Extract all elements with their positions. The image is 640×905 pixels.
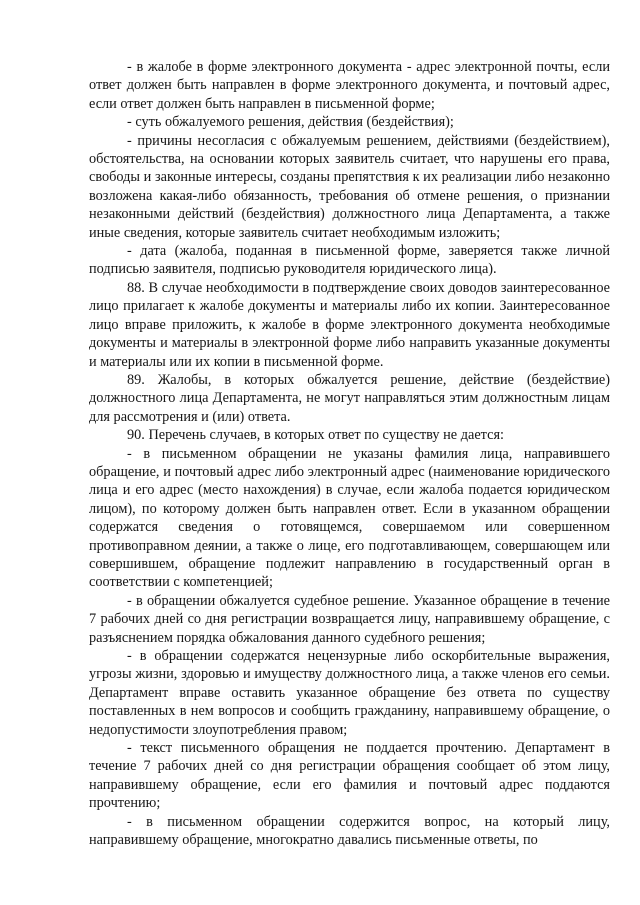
paragraph-no-sender-name: - в письменном обращении не указаны фамилия лица, направившего обращение, и почтовый адрес либо электронный адрес (наименование юридического лица и его адрес (место нахождения) в случае, если жалоба подается юридическом лицом), по которому должен быть направлен ответ. Если в указанном обращении содержатся сведения о готовящемся, совершаемом или совершенном противоправном деянии, а также о лице, его подготавливающем, совершающем или совершившем, обращение подлежит направлению в государственный орган в соответствии с компетенцией; [89,445,610,591]
paragraph-repeated-question: - в письменном обращении содержится вопрос, на который лицу, направившему обращение, многократно давались письменные ответы, по [89,813,610,849]
paragraph-offensive-language: - в обращении содержатся нецензурные либо оскорбительные выражения, угрозы жизни, здоровью и имуществу должностного лица, а также членов его семьи. Департамент вправе оставить указанное обращение без ответа по существу поставленных в нем вопросов и сообщить гражданину, направившему обращение, о недопустимости злоупотребления правом; [89,648,610,738]
paragraph-date-signature: - дата (жалоба, поданная в письменной форме, заверяется также личной подписью заявителя, подписью руководителя юридического лица). [89,243,610,278]
paragraph-decision-essence: - суть обжалуемого решения, действия (бездействия); [127,114,454,131]
paragraph-90: 90. Перечень случаев, в которых ответ по существу не дается: [127,427,504,444]
paragraph-89: 89. Жалобы, в которых обжалуется решение, действие (бездействие) должностного лица Департамента, не могут направляться этим должностным лицам для рассмотрения и (или) ответа. [89,371,610,425]
paragraph-court-decision: - в обращении обжалуется судебное решение. Указанное обращение в течение 7 рабочих дней со дня регистрации возвращается лицу, направившему обращение, с разъяснением порядка обжалования данного судебного решения; [89,592,610,646]
paragraph-unreadable-text: - текст письменного обращения не поддается прочтению. Департамент в течение 7 рабочих дней со дня регистрации обращения сообщает об этом лицу, направившему обращение, если его фамилия и почтовый адрес поддаются прочтению; [89,740,610,812]
document-body [89,58,610,849]
paragraph-email-address: - в жалобе в форме электронного документа - адрес электронной почты, если ответ должен быть направлен в форме электронного документа, и почтовый адрес, если ответ должен быть направлен в письменной форме; [89,59,610,112]
paragraph-disagreement-reasons: - причины несогласия с обжалуемым решением, действиями (бездействием), обстоятельства, на основании которых заявитель считает, что нарушены его права, свободы и законные интересы, созданы препятствия к их реализации либо незаконно возложена какая-либо обязанность, требования об отмене решения, о признании незаконными действий (бездействия) должностного лица Департамента, а также иные сведения, которые заявитель считает необходимым изложить; [89,132,610,241]
paragraph-88: 88. В случае необходимости в подтверждение своих доводов заинтересованное лицо прилагает к жалобе документы и материалы либо их копии. Заинтересованное лицо вправе приложить, к жалобе в форме электронного документа необходимые документы и материалы в электронной форме либо направить указанные документы и материалы или их копии в письменной форме. [89,279,610,370]
